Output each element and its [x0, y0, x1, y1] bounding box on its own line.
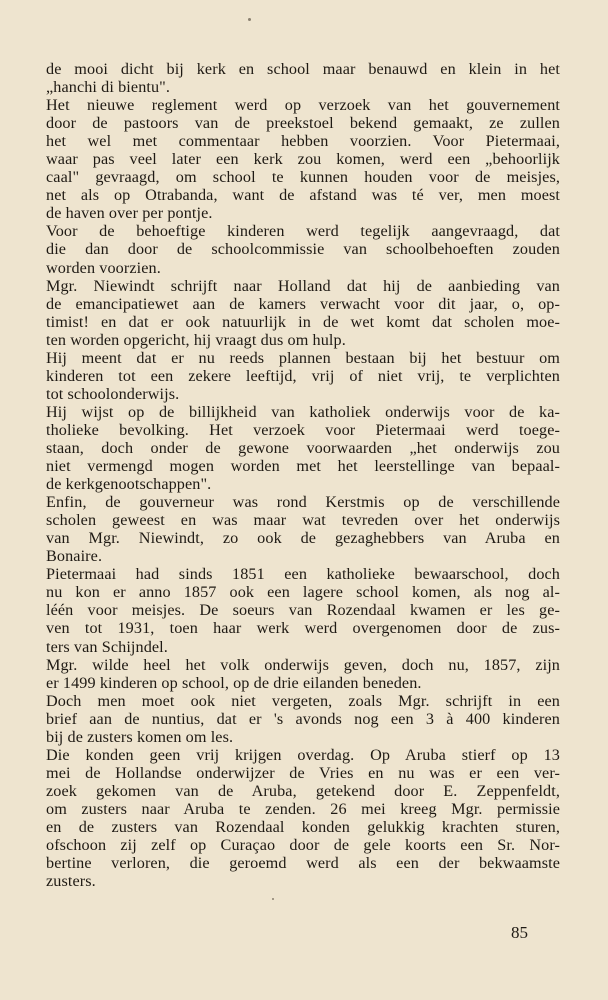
page-number: 85: [511, 923, 528, 942]
text-line: de kerkgenootschappen".: [46, 475, 212, 494]
text-line: niet vermengd mogen worden met het leerstellinge van bepaal-: [46, 457, 560, 476]
text-line: tholieke bevolking. Het verzoek voor Pietermaai werd toege-: [46, 420, 560, 439]
text-line: staan, doch onder de gewone voorwaarden „het onderwijs zou: [46, 438, 560, 457]
text-line: het wel met commentaar hebben voorzien. Voor Pietermaai,: [46, 132, 560, 151]
text-line: Hij wijst op de billijkheid van katholiek onderwijs voor de ka-: [46, 402, 560, 421]
text-line: ters van Schijndel.: [46, 637, 168, 656]
text-line: Het nieuwe reglement werd op verzoek van het gouvernement: [46, 96, 560, 115]
text-line: Bonaire.: [46, 547, 103, 566]
text-line: ofschoon zij zelf op Curaçao door de gele koorts een Sr. Nor-: [46, 836, 560, 855]
text-line: léén voor meisjes. De soeurs van Rozendaal kwamen er les ge-: [46, 601, 560, 620]
text-line: caal" gevraagd, om school te kunnen houden voor de meisjes,: [46, 168, 560, 187]
body-text: [46, 60, 560, 890]
text-line: ven tot 1931, toen haar werk werd overgenomen door de zus-: [46, 619, 560, 638]
text-line: bij de zusters komen om les.: [46, 727, 234, 746]
text-line: brief aan de nuntius, dat er 's avonds nog een 3 à 400 kinderen: [46, 709, 560, 728]
text-line: Voor de behoeftige kinderen werd tegelijk aangevraagd, dat: [46, 222, 560, 241]
text-line: Doch men moet ook niet vergeten, zoals Mgr. schrijft in een: [46, 691, 560, 710]
text-line: tot schoolonderwijs.: [46, 384, 180, 403]
text-line: timist! en dat er ook natuurlijk in de wet komt dat scholen moe-: [46, 312, 560, 331]
text-line: die dan door de schoolcommissie van schoolbehoeften zouden: [46, 240, 560, 259]
text-line: van Mgr. Niewindt, zo ook de gezaghebbers van Aruba en: [46, 529, 560, 548]
text-line: Pietermaai had sinds 1851 een katholieke bewaarschool, doch: [46, 565, 560, 584]
text-line: Mgr. Niewindt schrijft naar Holland dat hij de aanbieding van: [46, 276, 560, 295]
text-line: net als op Otrabanda, want de afstand was té ver, men moest: [46, 186, 560, 205]
text-line: door de pastoors van de preekstoel bekend gemaakt, ze zullen: [46, 114, 560, 133]
text-line: er 1499 kinderen op school, op de drie eilanden beneden.: [46, 673, 422, 692]
text-line: worden voorzien.: [46, 258, 161, 277]
text-line: waar pas veel later een kerk zou komen, werd een „behoorlijk: [46, 150, 560, 169]
text-line: scholen geweest en was maar wat tevreden over het onderwijs: [46, 511, 560, 530]
text-line: Hij meent dat er nu reeds plannen bestaan bij het bestuur om: [46, 348, 560, 367]
paper-speck: [248, 18, 251, 21]
paper-speck: [272, 898, 274, 900]
text-line: Enfin, de gouverneur was rond Kerstmis op de verschillende: [46, 493, 560, 512]
text-line: de emancipatiewet aan de kamers verwacht voor dit jaar, o, op-: [46, 294, 560, 313]
text-line: Mgr. wilde heel het volk onderwijs geven, doch nu, 1857, zijn: [46, 655, 560, 674]
text-line: en de zusters van Rozendaal konden gelukkig krachten sturen,: [46, 817, 560, 836]
text-line: mei de Hollandse onderwijzer de Vries en nu was er een ver-: [46, 763, 560, 782]
text-line: bertine verloren, die geroemd werd als een der bekwaamste: [46, 854, 560, 873]
text-line: zusters.: [46, 872, 96, 891]
text-line: kinderen tot een zekere leeftijd, vrij of niet vrij, te verplichten: [46, 366, 560, 385]
text-line: nu kon er anno 1857 ook een lagere school komen, als nog al-: [46, 583, 560, 602]
text-line: Die konden geen vrij krijgen overdag. Op Aruba stierf op 13: [46, 745, 560, 764]
text-line: „hanchi di bientu".: [46, 78, 171, 97]
text-line: ten worden opgericht, hij vraagt dus om hulp.: [46, 330, 346, 349]
text-line: zoek gekomen van de Aruba, getekend door E. Zeppenfeldt,: [46, 781, 560, 800]
text-line: om zusters naar Aruba te zenden. 26 mei kreeg Mgr. permissie: [46, 799, 560, 818]
text-line: de haven over per pontje.: [46, 204, 213, 223]
text-line: de mooi dicht bij kerk en school maar benauwd en klein in het: [46, 60, 560, 78]
